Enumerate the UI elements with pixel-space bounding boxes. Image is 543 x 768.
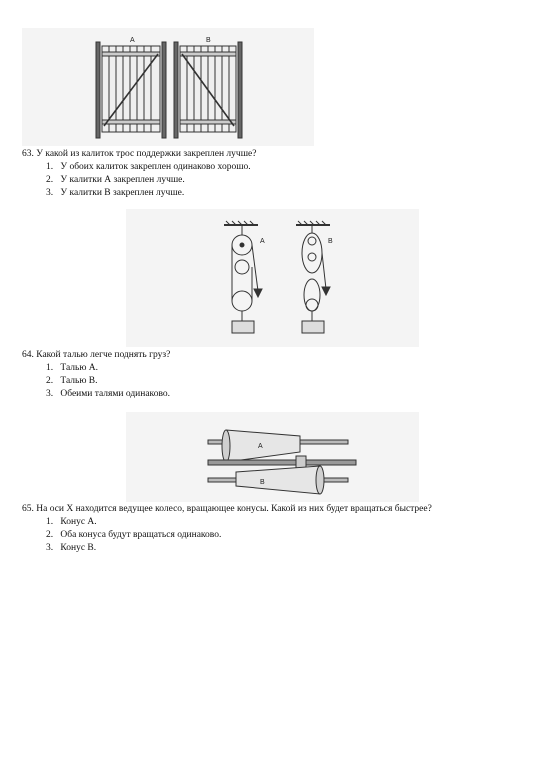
option-item[interactable]: 2. Оба конуса будут вращаться одинаково.: [46, 530, 222, 540]
question-63: [22, 148, 256, 161]
cone-label-a: A: [258, 443, 263, 450]
option-item[interactable]: 2. Талью В.: [46, 376, 98, 386]
question-63-options: [46, 161, 251, 200]
question-64-number: 64.: [22, 350, 34, 360]
option-item[interactable]: 3. У калитки В закреплен лучше.: [46, 188, 185, 198]
question-65-number: 65.: [22, 504, 34, 514]
option-item[interactable]: 3. Конус В.: [46, 543, 97, 553]
option-item[interactable]: 1. Конус А.: [46, 517, 97, 527]
option-item[interactable]: 2. У калитки А закреплен лучше.: [46, 175, 185, 185]
option-item[interactable]: 1. Талью А.: [46, 363, 99, 373]
question-63-text: У какой из калиток трос поддержки закреплен лучше?: [36, 149, 257, 159]
question-64-text: Какой талью легче поднять груз?: [36, 350, 171, 360]
option-item[interactable]: 3. Обеими талями одинаково.: [46, 389, 170, 399]
cones-figure: [126, 412, 419, 502]
pulley-label-b: B: [328, 238, 333, 245]
question-64-options: [46, 362, 170, 401]
question-65-text: На оси X находится ведущее колесо, вращающее конусы. Какой из них будет вращаться быстрее?: [36, 504, 432, 514]
gates-figure: [22, 28, 314, 146]
pulley-label-a: A: [260, 238, 265, 245]
question-65: [22, 503, 432, 516]
question-63-number: 63.: [22, 149, 34, 159]
gate-label-a: A: [130, 37, 135, 44]
option-item[interactable]: 1. У обоих калиток закреплен одинаково хорошо.: [46, 162, 251, 172]
question-64: [22, 349, 170, 362]
gate-label-b: B: [206, 37, 211, 44]
cone-label-b: B: [260, 479, 265, 486]
pulley-figure: [126, 209, 419, 347]
question-65-options: [46, 516, 221, 555]
